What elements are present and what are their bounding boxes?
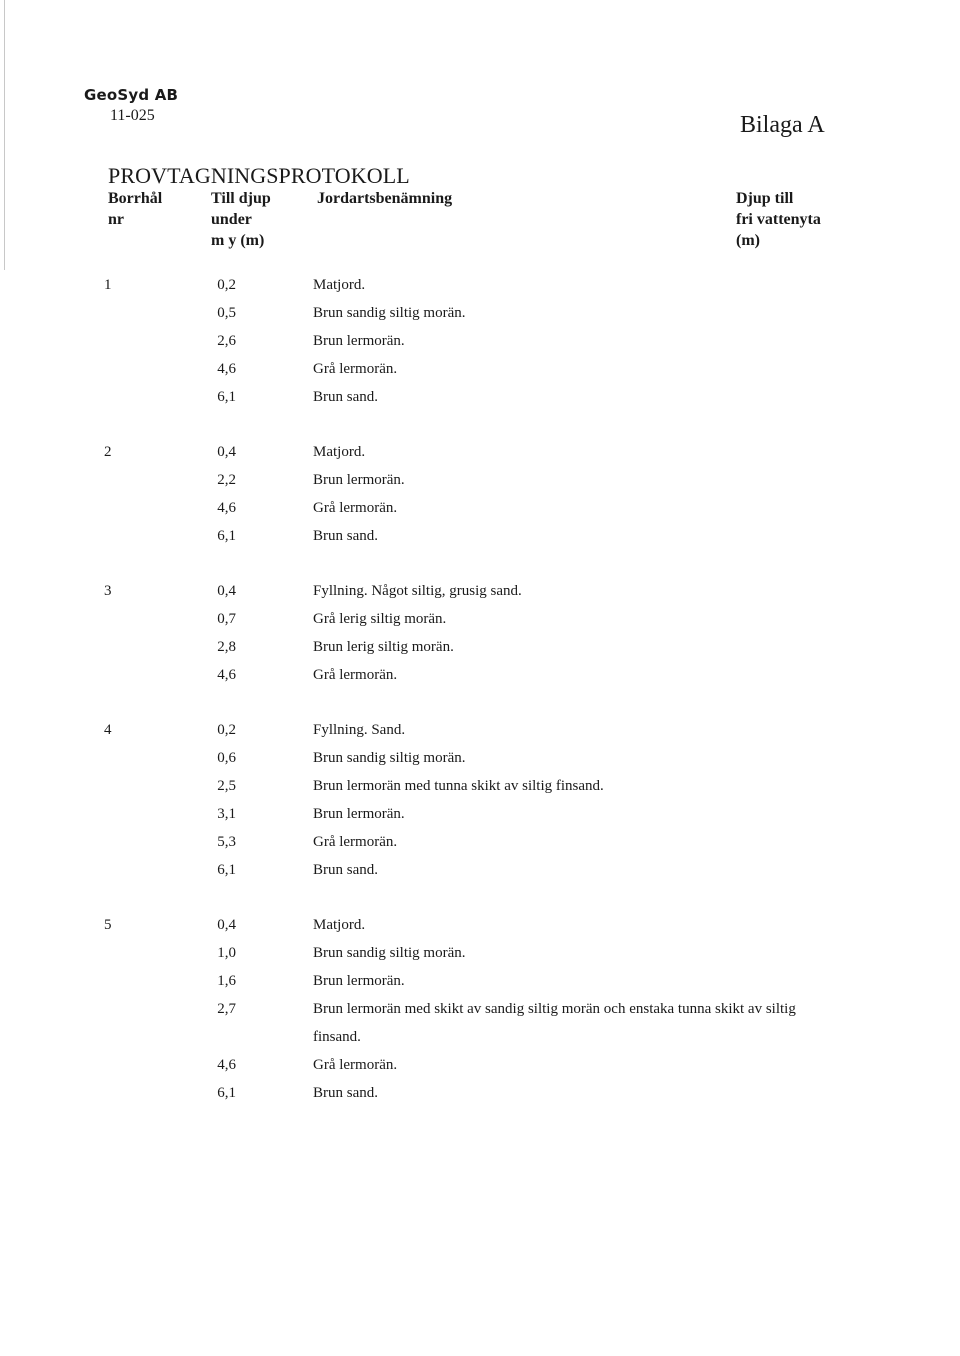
layer-description-continued: finsand. [313, 1029, 361, 1045]
layer-description: Brun sandig siltig morän. [313, 945, 466, 961]
layer-description: Grå lermorän. [313, 1057, 398, 1073]
layer-depth: 4,6 [217, 667, 236, 683]
layer-description: Grå lermorän. [313, 834, 398, 850]
column-header-line: (m) [736, 232, 760, 249]
layer-description: Matjord. [313, 917, 366, 933]
layer-description: Brun lerig siltig morän. [313, 639, 454, 655]
borehole-number: 5 [104, 917, 112, 933]
layer-description: Brun sandig siltig morän. [313, 305, 466, 321]
layer-depth: 4,6 [217, 1057, 236, 1073]
layer-depth: 0,2 [217, 277, 236, 293]
layer-description: Fyllning. Något siltig, grusig sand. [313, 583, 522, 599]
layer-depth: 3,1 [217, 806, 236, 822]
borehole-number: 3 [104, 583, 112, 599]
layer-depth: 2,8 [217, 639, 236, 655]
layer-depth: 6,1 [217, 528, 236, 544]
reference-number: 11-025 [110, 107, 155, 124]
layer-description: Grå lermorän. [313, 667, 398, 683]
column-header-line: Jordartsbenämning [317, 190, 453, 207]
column-header-water [736, 188, 821, 251]
layer-description: Brun lermorän. [313, 472, 405, 488]
column-header-line: under [211, 211, 252, 228]
layer-description: Brun sand. [313, 862, 378, 878]
company-name: GeoSyd AB [84, 86, 179, 104]
layer-description: Brun lermorän. [313, 973, 405, 989]
layer-description: Brun lermorän med tunna skikt av siltig finsand. [313, 778, 604, 794]
column-header-depth [211, 188, 271, 251]
layer-depth: 6,1 [217, 389, 236, 405]
layer-depth: 6,1 [217, 862, 236, 878]
column-header-borehole [108, 188, 162, 230]
layer-depth: 1,0 [217, 945, 236, 961]
column-header-soil [317, 188, 452, 209]
layer-description: Brun sand. [313, 528, 378, 544]
layer-depth: 0,6 [217, 750, 236, 766]
layer-description: Brun sandig siltig morän. [313, 750, 466, 766]
borehole-number: 1 [104, 277, 112, 293]
column-header-line: nr [108, 211, 124, 228]
layer-depth: 2,6 [217, 333, 236, 349]
scan-edge-line [4, 0, 5, 270]
column-header-line: Djup till [736, 190, 794, 207]
layer-depth: 0,5 [217, 305, 236, 321]
layer-description: Matjord. [313, 277, 366, 293]
layer-description: Brun lermorän. [313, 806, 405, 822]
borehole-number: 2 [104, 444, 112, 460]
layer-depth: 5,3 [217, 834, 236, 850]
layer-description: Grå lerig siltig morän. [313, 611, 447, 627]
layer-description: Brun lermorän med skikt av sandig siltig morän och enstaka tunna skikt av siltig [313, 1001, 796, 1017]
borehole-number: 4 [104, 722, 112, 738]
column-header-line: m y (m) [211, 232, 265, 249]
appendix-label: Bilaga A [740, 112, 825, 138]
layer-description: Brun sand. [313, 1085, 378, 1101]
layer-description: Grå lermorän. [313, 500, 398, 516]
layer-depth: 2,2 [217, 472, 236, 488]
column-header-line: Till djup [211, 190, 271, 207]
layer-depth: 0,2 [217, 722, 236, 738]
layer-depth: 6,1 [217, 1085, 236, 1101]
layer-description: Fyllning. Sand. [313, 722, 406, 738]
layer-depth: 2,7 [217, 1001, 236, 1017]
column-header-line: Borrhål [108, 190, 163, 207]
layer-depth: 0,4 [217, 583, 236, 599]
column-header-line: fri vattenyta [736, 211, 821, 228]
layer-depth: 4,6 [217, 500, 236, 516]
layer-description: Brun lermorän. [313, 333, 405, 349]
layer-depth: 0,4 [217, 917, 236, 933]
layer-depth: 0,7 [217, 611, 236, 627]
layer-description: Matjord. [313, 444, 366, 460]
layer-depth: 4,6 [217, 361, 236, 377]
layer-depth: 0,4 [217, 444, 236, 460]
layer-description: Brun sand. [313, 389, 378, 405]
layer-depth: 2,5 [217, 778, 236, 794]
layer-description: Grå lermorän. [313, 361, 398, 377]
layer-depth: 1,6 [217, 973, 236, 989]
document-title: PROVTAGNINGSPROTOKOLL [108, 163, 410, 188]
